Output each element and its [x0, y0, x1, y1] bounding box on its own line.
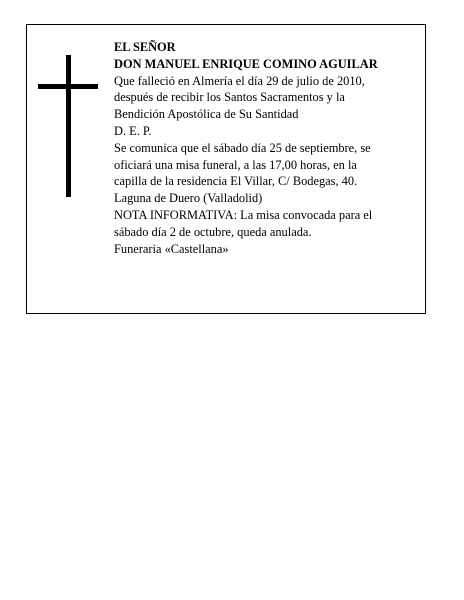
mass-line: oficiará una misa funeral, a las 17,00 horas, en la	[114, 157, 357, 172]
passing-line: después de recibir los Santos Sacramentos y la	[114, 90, 345, 105]
notice-text	[114, 39, 419, 257]
mass-line: Se comunica que el sábado día 25 de septiembre, se	[114, 140, 371, 155]
deceased-name: DON MANUEL ENRIQUE COMINO AGUILAR	[114, 56, 378, 71]
cross-icon-bar	[38, 84, 98, 89]
mass-line: capilla de la residencia El Villar, C/ Bodegas, 40.	[114, 174, 358, 189]
passing-line: Que falleció en Almería el día 29 de julio de 2010,	[114, 73, 365, 88]
obituary-notice	[26, 24, 426, 314]
mass-line: Laguna de Duero (Valladolid)	[114, 191, 263, 206]
info-line: sábado día 2 de octubre, queda anulada.	[114, 224, 312, 239]
dep-line: D. E. P.	[114, 123, 152, 138]
info-line: NOTA INFORMATIVA: La misa convocada para el	[114, 207, 373, 222]
funeral-home: Funeraria «Castellana»	[114, 241, 229, 256]
passing-line: Bendición Apostólica de Su Santidad	[114, 107, 299, 122]
notice-title: EL SEÑOR	[114, 40, 176, 54]
cross-icon	[66, 55, 71, 197]
